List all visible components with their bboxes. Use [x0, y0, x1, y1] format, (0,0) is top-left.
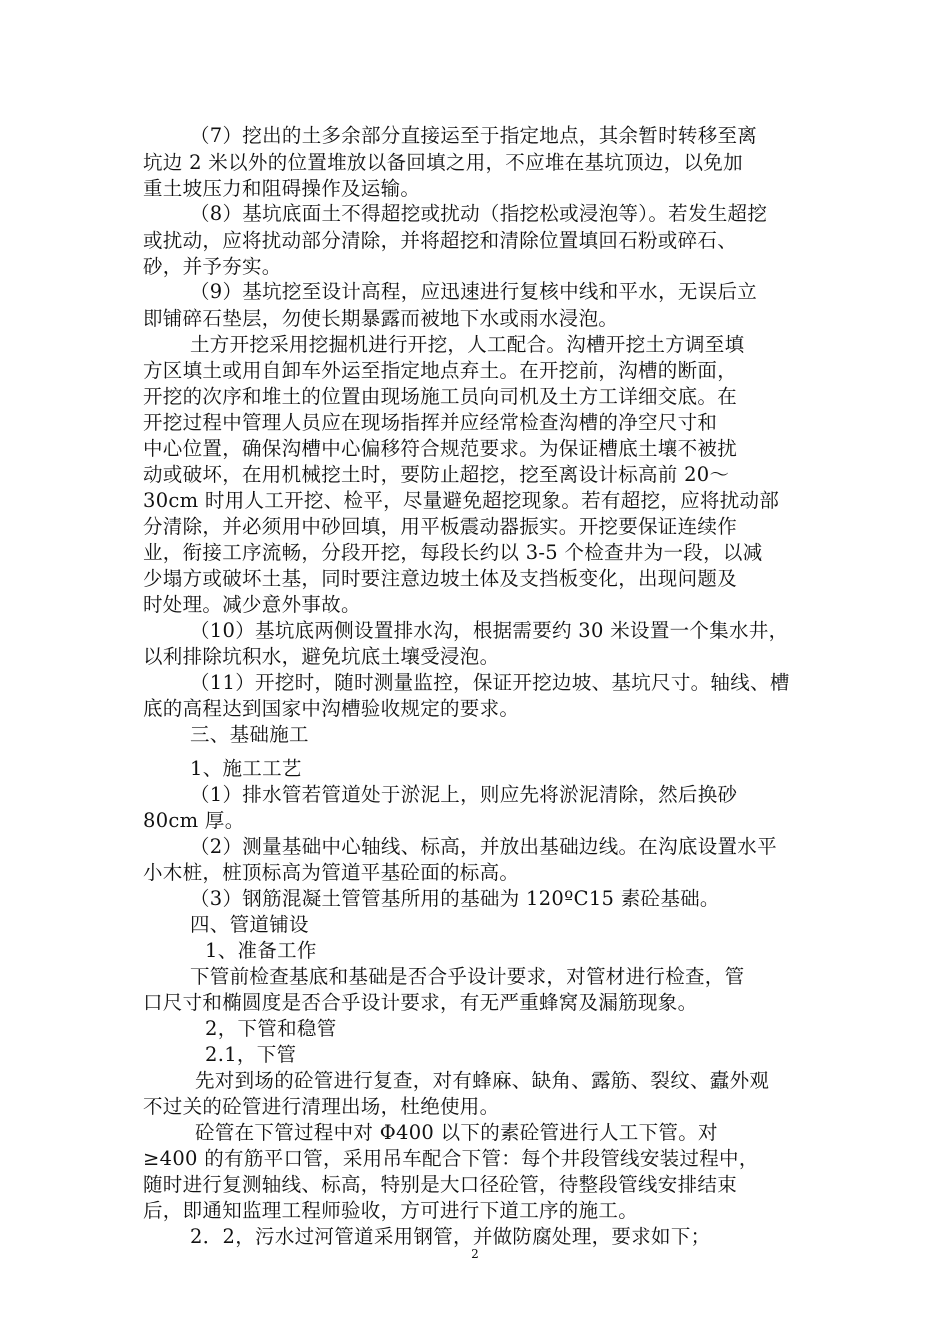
- text-line: 分清除，并必须用中砂回填，用平板震动器振实。开挖要保证连续作: [143, 515, 738, 538]
- page-number: 2: [471, 1247, 479, 1261]
- text-line: （2）测量基础中心轴线、标高，并放出基础边线。在沟底设置水平: [190, 835, 777, 858]
- text-line: 后，即通知监理工程师验收，方可进行下道工序的施工。: [143, 1199, 639, 1222]
- text-line: （8）基坑底面土不得超挖或扰动（指挖松或浸泡等）。若发生超挖: [190, 202, 768, 225]
- text-line: 口尺寸和椭圆度是否合乎设计要求，有无严重蜂窝及漏筋现象。: [143, 991, 698, 1014]
- subsection-heading: 1、准备工作: [205, 939, 317, 962]
- text-line: 或扰动，应将扰动部分清除，并将超挖和清除位置填回石粉或碎石、: [143, 229, 738, 252]
- text-line: 下管前检查基底和基础是否合乎设计要求，对管材进行检查，管: [190, 965, 745, 988]
- text-line: 坑边 2 米以外的位置堆放以备回填之用，不应堆在基坑顶边，以免加: [143, 151, 743, 174]
- section-heading: 四、管道铺设: [190, 913, 309, 936]
- text-line: 开挖的次序和堆土的位置由现场施工员向司机及土方工详细交底。在: [143, 385, 738, 408]
- text-line: 先对到场的砼管进行复查，对有蜂麻、缺角、露筋、裂纹、蠹外观: [195, 1069, 770, 1092]
- text-line: 随时进行复测轴线、标高，特别是大口径砼管，待整段管线安排结束: [143, 1173, 738, 1196]
- text-line: 开挖过程中管理人员应在现场指挥并应经常检查沟槽的净空尺寸和: [143, 411, 718, 434]
- text-line: 砼管在下管过程中对 Φ400 以下的素砼管进行人工下管。对: [195, 1121, 718, 1144]
- text-line: 重土坡压力和阻碍操作及运输。: [143, 177, 421, 200]
- text-line: 不过关的砼管进行清理出场，杜绝使用。: [143, 1095, 500, 1118]
- text-line: （7）挖出的土多余部分直接运至于指定地点，其余暂时转移至离: [190, 124, 758, 147]
- text-line: （3）钢筋混凝土管管基所用的基础为 120ºC15 素砼基础。: [190, 887, 720, 910]
- text-line: 砂，并予夯实。: [143, 255, 282, 278]
- text-line: 中心位置，确保沟槽中心偏移符合规范要求。为保证槽底土壤不被扰: [143, 437, 738, 460]
- text-line: 少塌方或破坏土基，同时要注意边坡土体及支挡板变化，出现问题及: [143, 567, 738, 590]
- text-line: （1）排水管若管道处于淤泥上，则应先将淤泥清除，然后换砂: [190, 783, 738, 806]
- text-line: 底的高程达到国家中沟槽验收规定的要求。: [143, 697, 520, 720]
- text-line: （10）基坑底两侧设置排水沟，根据需要约 30 米设置一个集水井，: [190, 619, 789, 642]
- text-line: 时处理。减少意外事故。: [143, 593, 361, 616]
- text-line: ≥400 的有筋平口管，采用吊车配合下管：每个井段管线安装过程中，: [143, 1147, 759, 1170]
- text-line: 即铺碎石垫层，勿使长期暴露而被地下水或雨水浸泡。: [143, 307, 619, 330]
- section-heading: 三、基础施工: [190, 723, 309, 746]
- text-line: 小木桩，桩顶标高为管道平基砼面的标高。: [143, 861, 520, 884]
- text-line: 80cm 厚。: [143, 809, 245, 832]
- text-line: 动或破坏，在用机械挖土时，要防止超挖，挖至离设计标高前 20～: [143, 463, 730, 486]
- subsection-heading: 2.1，下管: [205, 1043, 297, 1066]
- text-line: （11）开挖时，随时测量监控，保证开挖边坡、基坑尺寸。轴线、槽: [190, 671, 790, 694]
- subsection-heading: 2，下管和稳管: [205, 1017, 337, 1040]
- text-line: 以利排除坑积水，避免坑底土壤受浸泡。: [143, 645, 500, 668]
- text-line: 30cm 时用人工开挖、检平，尽量避免超挖现象。若有超挖，应将扰动部: [143, 489, 780, 512]
- text-line: 业，衔接工序流畅，分段开挖，每段长约以 3-5 个检查井为一段，以减: [143, 541, 763, 564]
- text-line: （9）基坑挖至设计高程，应迅速进行复核中线和平水，无误后立: [190, 280, 758, 303]
- text-line: 2．2，污水过河管道采用钢管，并做防腐处理，要求如下；: [190, 1225, 711, 1248]
- text-line: 方区填土或用自卸车外运至指定地点弃土。在开挖前，沟槽的断面，: [143, 359, 738, 382]
- subsection-heading: 1、施工工艺: [190, 757, 302, 780]
- text-line: 土方开挖采用挖掘机进行开挖，人工配合。沟槽开挖土方调至填: [190, 333, 745, 356]
